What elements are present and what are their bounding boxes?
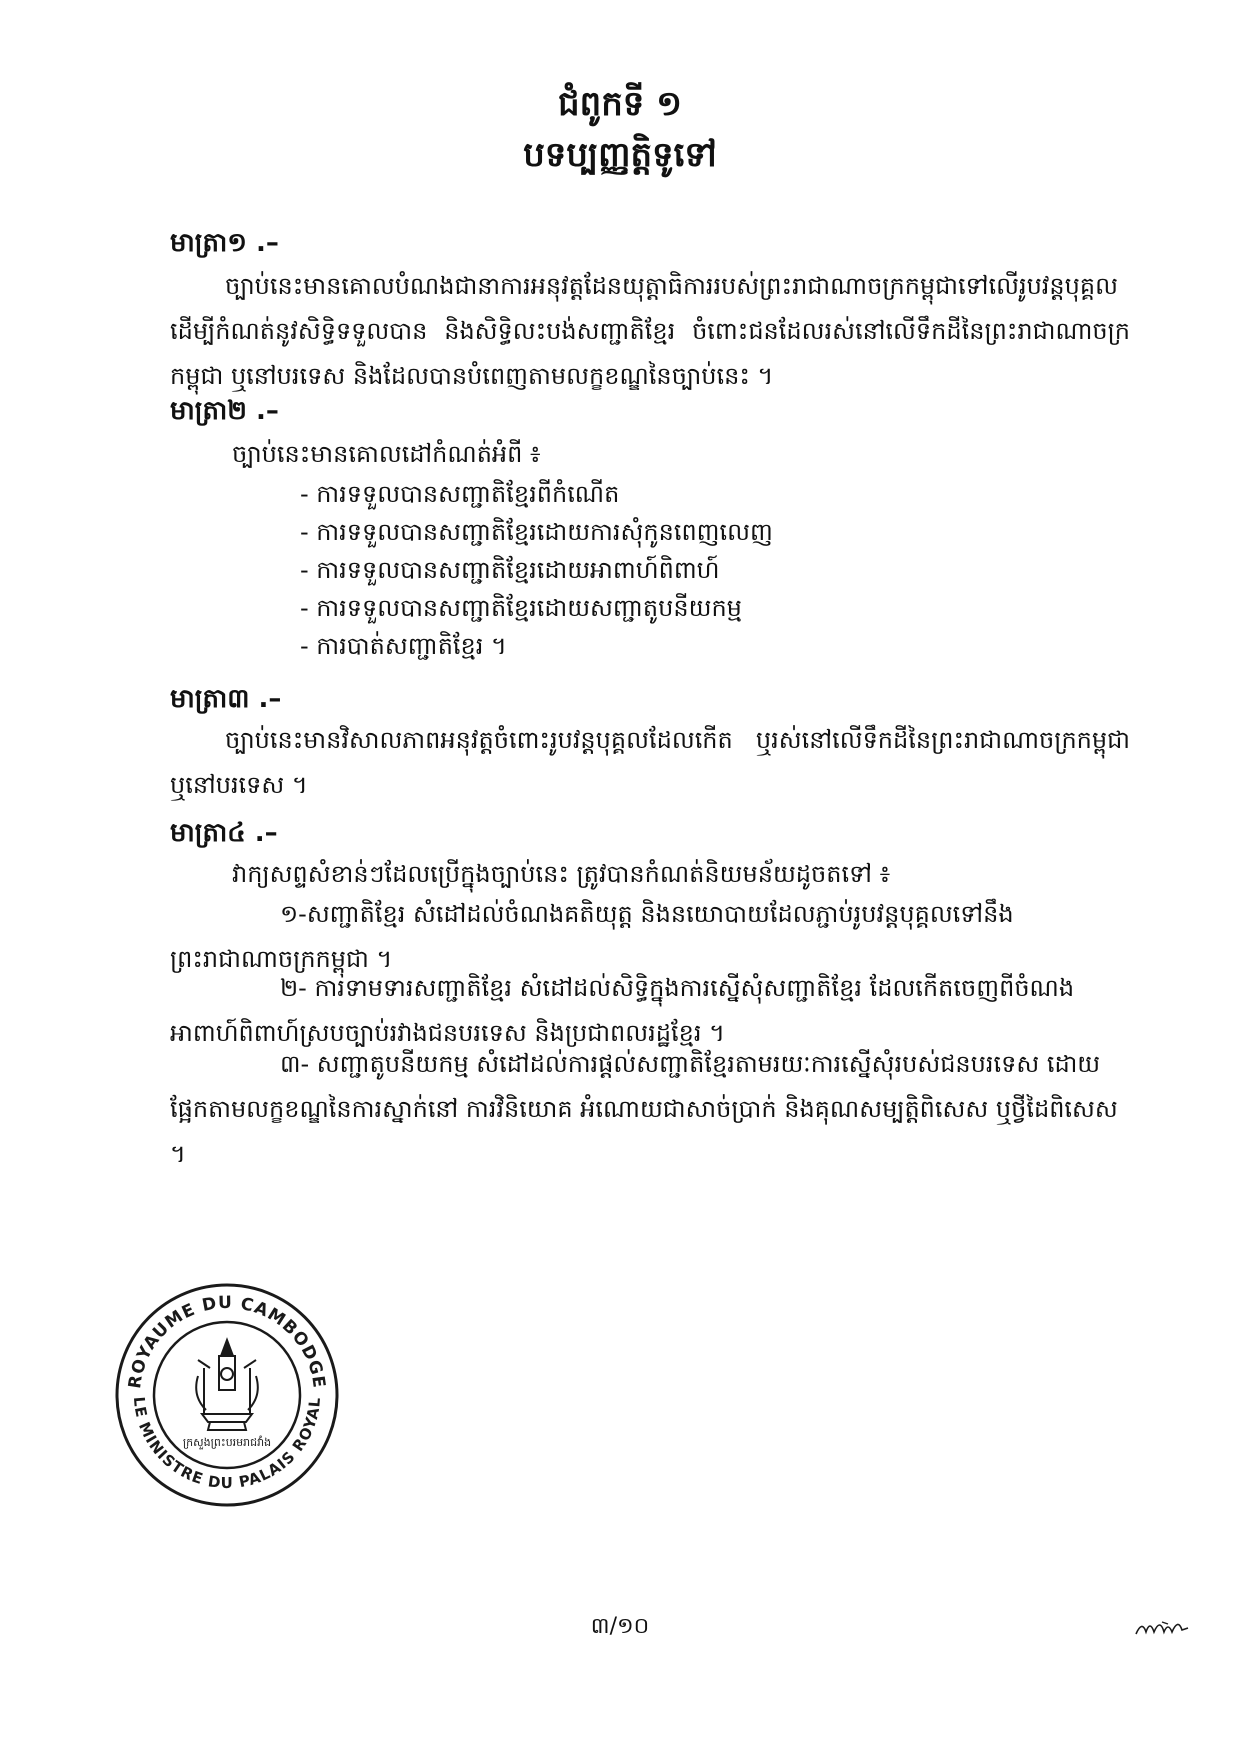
seal-bottom-text: LE MINISTRE DU PALAIS ROYAL [129,1396,325,1493]
article-2-item: - ការបាត់សញ្ជាតិខ្មែរ ។ [300,632,507,660]
article-2-item: - ការទទួលបានសញ្ជាតិខ្មែរពីកំណើត [300,480,620,508]
article-2-item: - ការទទួលបានសញ្ជាតិខ្មែរដោយអាពាហ៍ពិពាហ៍ [300,556,720,584]
article-4-intro: វាក្យសព្ទសំខាន់ៗដែលប្រើក្នុងច្បាប់នេះ ត្រូវបានកំណត់និយមន័យដូចតទៅ ៖ [232,860,891,888]
signature-initials [1132,1612,1192,1642]
article-2-item: - ការទទួលបានសញ្ជាតិខ្មែរដោយការសុំកូនពេញលេញ [300,518,773,546]
article-2-item: - ការទទួលបានសញ្ជាតិខ្មែរដោយសញ្ជាតូបនីយកម្ម [300,594,742,622]
article-2-intro: ច្បាប់នេះមានគោលដៅកំណត់អំពី ៖ [232,440,541,468]
article-4-definition-2: ២- ការទាមទារសញ្ជាតិខ្មែរ សំដៅដល់សិទ្ធិក្នុងការស្នើសុំសញ្ជាតិខ្មែរ ដែលកើតចេញពីចំណងអាពាហ៍ពិពាហ៍ស្របច្បាប់រវាងជនបរទេស និងប្រជាពលរដ្ឋខ្មែរ ។ [170,974,1075,1047]
seal-top-text: ROYAUME DU CAMBODGE [125,1292,329,1390]
article-2-heading: មាត្រា២ .– [170,396,279,426]
article-1-paragraph: ច្បាប់នេះមានគោលបំណងជានាការអនុវត្តដែនយុត្តាធិការរបស់ព្រះរាជាណាចក្រកម្ពុជាទៅលើរូបវន្តបុគ្គល ដើម្បីកំណត់នូវសិទ្ធិទទួលបាន និងសិទ្ធិលះបង់សញ្ជាតិខ្មែរ ចំពោះជនដែលរស់នៅលើទឹកដីនៃព្រះរាជាណាចក្រកម្ពុជា ឬនៅបរទេស និងដែលបានបំពេញតាមលក្ខខណ្ឌនៃច្បាប់នេះ ។ [170,272,1130,390]
article-4-definition-3: ៣- សញ្ជាតូបនីយកម្ម សំដៅដល់ការផ្តល់សញ្ជាតិខ្មែរតាមរយៈការស្នើសុំរបស់ជនបរទេស ដោយផ្អែកតាមលក្ខខណ្ឌនៃការស្នាក់នៅ ការវិនិយោគ អំណោយជាសាច់ប្រាក់ និងគុណសម្បត្តិពិសេស ឬថ្វីដៃពិសេស ។ [170,1050,1118,1168]
article-4-definition-1: ១-សញ្ជាតិខ្មែរ សំដៅដល់ចំណងគតិយុត្ត និងនយោបាយដែលភ្ជាប់រូបវន្តបុគ្គលទៅនឹងព្រះរាជាណាចក្រកម្ពុជា ។ [170,900,1014,973]
article-3-paragraph: ច្បាប់នេះមានវិសាលភាពអនុវត្តចំពោះរូបវន្តបុគ្គលដែលកើត ឬរស់នៅលើទឹកដីនៃព្រះរាជាណាចក្រកម្ពុជា ឬនៅបរទេស ។ [170,726,1130,799]
article-3-heading: មាត្រា៣ .– [170,684,282,714]
page-number: ៣/១០ [590,1614,650,1639]
chapter-title: បទប្បញ្ញត្តិទូទៅ [523,135,717,175]
article-1-heading: មាត្រា១ .– [170,228,279,258]
article-4-heading: មាត្រា៤ .– [170,818,278,848]
seal-inner-text: ក្រសួងព្រះបរមរាជវាំង [182,1436,272,1449]
royal-emblem-icon [196,1340,258,1430]
royal-seal-stamp [112,1280,342,1510]
chapter-number: ជំពូកទី ១ [558,84,682,124]
